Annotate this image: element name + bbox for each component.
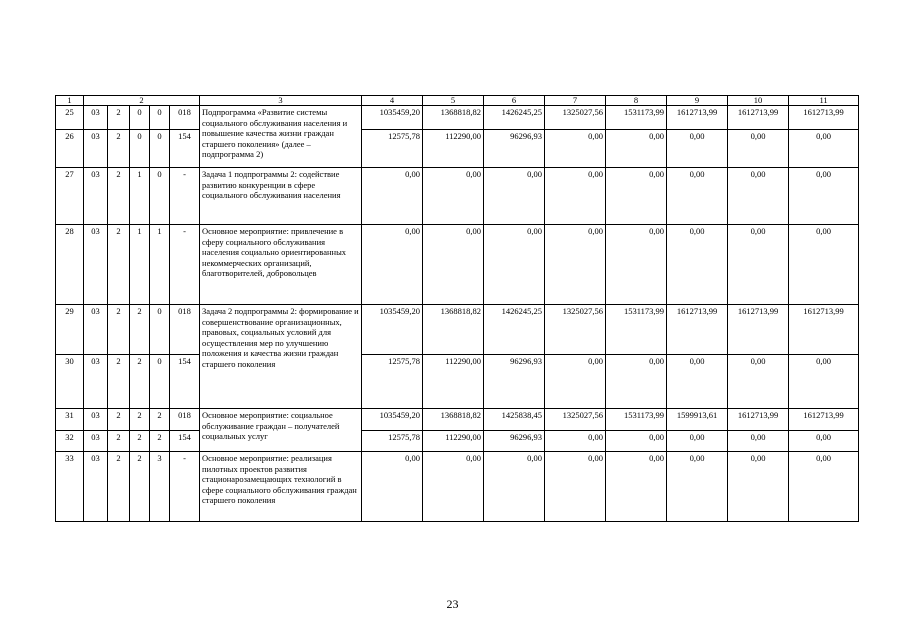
code-cell: 2 bbox=[108, 130, 130, 168]
value-cell: 0,00 bbox=[606, 168, 667, 225]
value-cell: 0,00 bbox=[484, 225, 545, 305]
code-cell: 0 bbox=[130, 130, 150, 168]
value-cell: 0,00 bbox=[789, 168, 859, 225]
value-cell: 0,00 bbox=[545, 168, 606, 225]
code-cell: 2 bbox=[130, 305, 150, 355]
value-cell: 0,00 bbox=[362, 452, 423, 522]
value-cell: 1531173,99 bbox=[606, 409, 667, 431]
value-cell: 0,00 bbox=[484, 168, 545, 225]
header-cell: 3 bbox=[200, 96, 362, 106]
value-cell: 0,00 bbox=[789, 452, 859, 522]
value-cell: 0,00 bbox=[423, 225, 484, 305]
code-cell: 2 bbox=[150, 409, 170, 431]
code-cell: 03 bbox=[84, 168, 108, 225]
value-cell: 0,00 bbox=[545, 225, 606, 305]
value-cell: 1325027,56 bbox=[545, 409, 606, 431]
value-cell: 1368818,82 bbox=[423, 106, 484, 130]
value-cell: 96296,93 bbox=[484, 130, 545, 168]
table-row bbox=[56, 355, 859, 409]
header-cell: 10 bbox=[728, 96, 789, 106]
value-cell: 1531173,99 bbox=[606, 305, 667, 355]
value-cell: 112290,00 bbox=[423, 130, 484, 168]
value-cell: 0,00 bbox=[728, 130, 789, 168]
row-number-cell: 29 bbox=[56, 305, 84, 355]
value-cell: 0,00 bbox=[423, 452, 484, 522]
header-cell: 2 bbox=[84, 96, 200, 106]
value-cell: 1035459,20 bbox=[362, 305, 423, 355]
value-cell: 0,00 bbox=[545, 452, 606, 522]
value-cell: 0,00 bbox=[667, 168, 728, 225]
table-row bbox=[56, 130, 859, 168]
row-number-cell: 32 bbox=[56, 431, 84, 452]
value-cell: 1426245,25 bbox=[484, 106, 545, 130]
value-cell: 1531173,99 bbox=[606, 106, 667, 130]
value-cell: 1599913,61 bbox=[667, 409, 728, 431]
value-cell: 0,00 bbox=[606, 431, 667, 452]
value-cell: 0,00 bbox=[606, 130, 667, 168]
code-cell: 2 bbox=[150, 431, 170, 452]
value-cell: 12575,78 bbox=[362, 130, 423, 168]
value-cell: 112290,00 bbox=[423, 431, 484, 452]
value-cell: 1612713,99 bbox=[728, 106, 789, 130]
code-cell: - bbox=[170, 168, 200, 225]
table-row bbox=[56, 168, 859, 225]
value-cell: 0,00 bbox=[667, 431, 728, 452]
header-cell: 1 bbox=[56, 96, 84, 106]
table-row bbox=[56, 409, 859, 431]
header-cell: 9 bbox=[667, 96, 728, 106]
code-cell: 0 bbox=[130, 106, 150, 130]
code-cell: 03 bbox=[84, 431, 108, 452]
value-cell: 0,00 bbox=[484, 452, 545, 522]
value-cell: 0,00 bbox=[545, 130, 606, 168]
code-cell: 2 bbox=[108, 355, 130, 409]
value-cell: 1325027,56 bbox=[545, 106, 606, 130]
value-cell: 0,00 bbox=[667, 355, 728, 409]
code-cell: 018 bbox=[170, 106, 200, 130]
value-cell: 1035459,20 bbox=[362, 106, 423, 130]
value-cell: 1612713,99 bbox=[789, 409, 859, 431]
code-cell: 154 bbox=[170, 431, 200, 452]
value-cell: 0,00 bbox=[362, 225, 423, 305]
value-cell: 1612713,99 bbox=[728, 305, 789, 355]
row-number-cell: 28 bbox=[56, 225, 84, 305]
code-cell: 2 bbox=[108, 409, 130, 431]
value-cell: 12575,78 bbox=[362, 431, 423, 452]
value-cell: 1612713,99 bbox=[728, 409, 789, 431]
header-cell: 6 bbox=[484, 96, 545, 106]
code-cell: 3 bbox=[150, 452, 170, 522]
code-cell: 2 bbox=[130, 409, 150, 431]
value-cell: 0,00 bbox=[728, 431, 789, 452]
code-cell: 018 bbox=[170, 409, 200, 431]
value-cell: 0,00 bbox=[667, 225, 728, 305]
code-cell: 2 bbox=[130, 431, 150, 452]
code-cell: 0 bbox=[150, 355, 170, 409]
value-cell: 0,00 bbox=[606, 452, 667, 522]
code-cell: 154 bbox=[170, 130, 200, 168]
header-cell: 5 bbox=[423, 96, 484, 106]
header-row bbox=[56, 96, 859, 106]
code-cell: 2 bbox=[108, 305, 130, 355]
row-number-cell: 31 bbox=[56, 409, 84, 431]
value-cell: 1612713,99 bbox=[789, 106, 859, 130]
code-cell: 03 bbox=[84, 106, 108, 130]
value-cell: 1368818,82 bbox=[423, 409, 484, 431]
code-cell: 03 bbox=[84, 225, 108, 305]
value-cell: 112290,00 bbox=[423, 355, 484, 409]
code-cell: 2 bbox=[108, 431, 130, 452]
program-name-cell: Подпрограмма «Развитие системы социального обслуживания населения и повышение качества жизни граждан старшего поколения» (далее – подпрограмма 2) bbox=[200, 106, 362, 168]
code-cell: 154 bbox=[170, 355, 200, 409]
code-cell: 03 bbox=[84, 452, 108, 522]
code-cell: 03 bbox=[84, 305, 108, 355]
value-cell: 0,00 bbox=[789, 431, 859, 452]
value-cell: 1612713,99 bbox=[789, 305, 859, 355]
value-cell: 0,00 bbox=[789, 225, 859, 305]
code-cell: 0 bbox=[150, 305, 170, 355]
value-cell: 0,00 bbox=[789, 355, 859, 409]
value-cell: 0,00 bbox=[606, 355, 667, 409]
code-cell: 2 bbox=[108, 225, 130, 305]
code-cell: 0 bbox=[150, 130, 170, 168]
row-number-cell: 25 bbox=[56, 106, 84, 130]
value-cell: 0,00 bbox=[728, 168, 789, 225]
code-cell: 2 bbox=[108, 168, 130, 225]
table-row bbox=[56, 225, 859, 305]
program-name-cell: Основное мероприятие: социальное обслуживание граждан – получателей социальных услуг bbox=[200, 409, 362, 452]
program-name-cell: Основное мероприятие: реализация пилотных проектов развития стационарозамещающих технологий в сфере социального обслуживания граждан старшего поколения bbox=[200, 452, 362, 522]
value-cell: 0,00 bbox=[545, 431, 606, 452]
program-name-cell: Задача 1 подпрограммы 2: содействие развитию конкуренции в сфере социального обслуживания населения bbox=[200, 168, 362, 225]
code-cell: 1 bbox=[130, 168, 150, 225]
value-cell: 12575,78 bbox=[362, 355, 423, 409]
value-cell: 1368818,82 bbox=[423, 305, 484, 355]
header-cell: 4 bbox=[362, 96, 423, 106]
value-cell: 0,00 bbox=[545, 355, 606, 409]
code-cell: 03 bbox=[84, 409, 108, 431]
code-cell: 018 bbox=[170, 305, 200, 355]
code-cell: 0 bbox=[150, 168, 170, 225]
value-cell: 0,00 bbox=[728, 225, 789, 305]
value-cell: 1325027,56 bbox=[545, 305, 606, 355]
value-cell: 0,00 bbox=[789, 130, 859, 168]
row-number-cell: 30 bbox=[56, 355, 84, 409]
code-cell: 2 bbox=[108, 106, 130, 130]
page-number: 23 bbox=[446, 597, 459, 611]
row-number-cell: 33 bbox=[56, 452, 84, 522]
header-cell: 11 bbox=[789, 96, 859, 106]
header-cell: 7 bbox=[545, 96, 606, 106]
code-cell: - bbox=[170, 225, 200, 305]
table-row bbox=[56, 305, 859, 355]
value-cell: 0,00 bbox=[606, 225, 667, 305]
value-cell: 0,00 bbox=[362, 168, 423, 225]
value-cell: 0,00 bbox=[667, 130, 728, 168]
code-cell: 03 bbox=[84, 130, 108, 168]
header-cell: 8 bbox=[606, 96, 667, 106]
program-name-cell: Задача 2 подпрограммы 2: формирование и совершенствование организационных, правовых, социальных условий для осуществления мер по улучшению положения и качества жизни граждан старшего поколения bbox=[200, 305, 362, 409]
program-name-cell: Основное мероприятие: привлечение в сферу социального обслуживания населения социально ориентированных некоммерческих организаций, благотворителей, добровольцев bbox=[200, 225, 362, 305]
table-row bbox=[56, 431, 859, 452]
value-cell: 0,00 bbox=[728, 355, 789, 409]
table-row bbox=[56, 106, 859, 130]
code-cell: 03 bbox=[84, 355, 108, 409]
code-cell: 2 bbox=[130, 355, 150, 409]
value-cell: 1425838,45 bbox=[484, 409, 545, 431]
row-number-cell: 26 bbox=[56, 130, 84, 168]
value-cell: 1612713,99 bbox=[667, 305, 728, 355]
value-cell: 1426245,25 bbox=[484, 305, 545, 355]
code-cell: 2 bbox=[108, 452, 130, 522]
value-cell: 1035459,20 bbox=[362, 409, 423, 431]
budget-table bbox=[55, 95, 859, 522]
value-cell: 0,00 bbox=[728, 452, 789, 522]
value-cell: 96296,93 bbox=[484, 355, 545, 409]
row-number-cell: 27 bbox=[56, 168, 84, 225]
value-cell: 96296,93 bbox=[484, 431, 545, 452]
value-cell: 0,00 bbox=[423, 168, 484, 225]
code-cell: - bbox=[170, 452, 200, 522]
code-cell: 2 bbox=[130, 452, 150, 522]
code-cell: 1 bbox=[150, 225, 170, 305]
table-row bbox=[56, 452, 859, 522]
value-cell: 1612713,99 bbox=[667, 106, 728, 130]
code-cell: 0 bbox=[150, 106, 170, 130]
value-cell: 0,00 bbox=[667, 452, 728, 522]
code-cell: 1 bbox=[130, 225, 150, 305]
